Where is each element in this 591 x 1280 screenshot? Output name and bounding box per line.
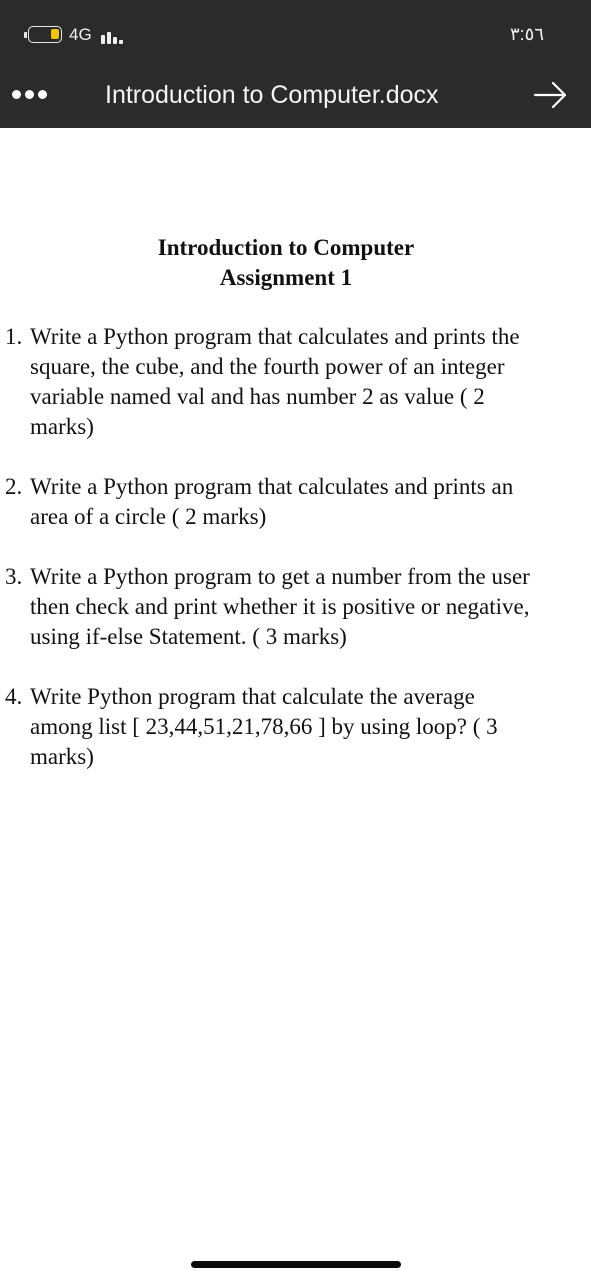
question-number: 4. <box>5 684 23 709</box>
question-number: 2. <box>5 474 23 499</box>
arrow-right-icon[interactable] <box>532 80 568 110</box>
question-text: Write a Python program that calculates and prints the square, the cube, and the fourth power of an integer variable named val and has number 2 as value ( 2 marks) <box>30 324 520 439</box>
battery-icon <box>28 26 62 43</box>
network-type: 4G <box>69 25 92 44</box>
document-subheading: Assignment 1 <box>219 265 353 290</box>
signal-strength-icon <box>101 28 129 44</box>
status-bar <box>0 0 591 70</box>
home-indicator[interactable] <box>191 1261 401 1268</box>
question-text: Write a Python program that calculates and prints an area of a circle ( 2 marks) <box>30 474 514 529</box>
top-bar <box>0 0 591 128</box>
question-text: Write Python program that calculate the average among list [ 23,44,51,21,78,66 ] by using loop? ( 3 marks) <box>30 684 498 769</box>
document-heading: Introduction to Computer <box>157 235 415 260</box>
question-text: Write a Python program to get a number from the user then check and print whether it is positive or negative, using if-else Statement. ( 3 marks) <box>30 564 530 649</box>
clock: ٣:٥٦ <box>509 24 544 44</box>
ellipsis-icon[interactable] <box>12 84 48 104</box>
question-number: 1. <box>5 324 23 349</box>
question-number: 3. <box>5 564 23 589</box>
document-title: Introduction to Computer.docx <box>105 81 439 109</box>
